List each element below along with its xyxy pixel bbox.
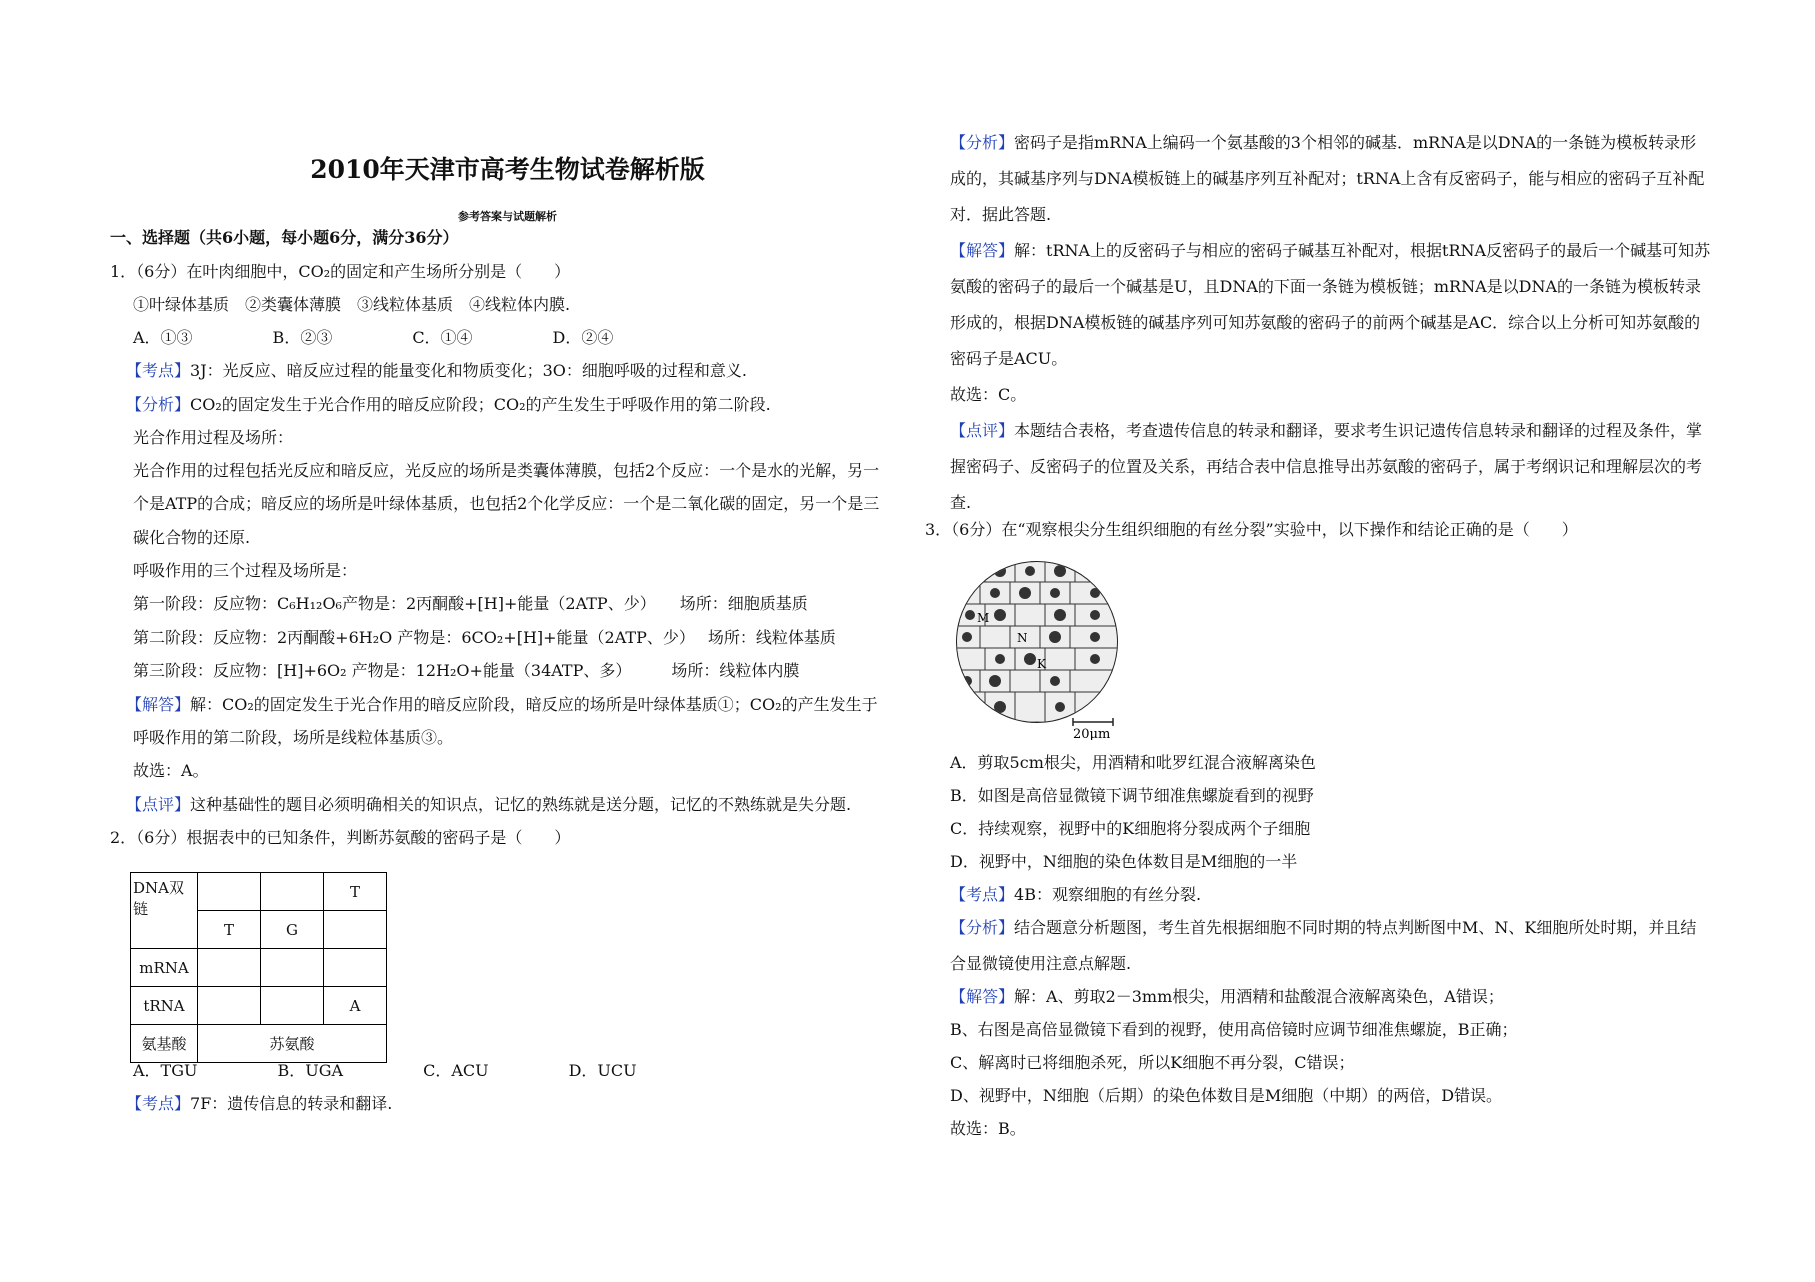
line-text: 3J：光反应、暗反应过程的能量变化和物质变化；3O：细胞呼吸的过程和意义. <box>190 361 747 380</box>
table-cell <box>324 949 387 987</box>
text-line <box>925 520 1578 540</box>
text-line <box>950 277 1701 297</box>
line-text: B、右图是高倍显微镜下看到的视野，使用高倍镜时应调节细准焦螺旋，B正确； <box>950 1020 1518 1039</box>
text-line <box>950 457 1702 477</box>
line-text: CO₂的固定发生于光合作用的暗反应阶段；CO₂的产生发生于呼吸作用的第二阶段. <box>190 395 771 414</box>
line-text: B．如图是高倍显微镜下调节细准焦螺旋看到的视野 <box>950 786 1314 805</box>
dna-table <box>130 872 387 1063</box>
table-cell: A <box>324 987 387 1025</box>
section-tag: 【点评】 <box>950 421 1015 440</box>
scale-bar-label: 20μm <box>1073 727 1111 740</box>
section-tag: 【考点】 <box>950 885 1015 904</box>
line-text: A．TGU B．UGA C．ACU D．UCU <box>133 1061 637 1080</box>
label-k: K <box>1037 657 1046 671</box>
text-line <box>133 528 250 548</box>
line-text: ①叶绿体基质 ②类囊体薄膜 ③线粒体基质 ④线粒体内膜. <box>133 295 571 314</box>
line-text: 成的，其碱基序列与DNA模板链上的碱基序列互补配对；tRNA上含有反密码子，能与相应的密码子互补配 <box>950 169 1705 188</box>
table-cell: 苏氨酸 <box>198 1025 387 1063</box>
line-text: C．持续观察，视野中的K细胞将分裂成两个子细胞 <box>950 819 1311 838</box>
table-cell <box>261 873 324 911</box>
line-text: 光合作用的过程包括光反应和暗反应，光反应的场所是类囊体薄膜，包括2个反应：一个是水的光解，另一 <box>133 461 880 480</box>
line-text: 第一阶段：反应物：C₆H₁₂O₆产物是：2丙酮酸+[H]+能量（2ATP、少） 场所：细胞质基质 <box>133 594 808 613</box>
table-cell: T <box>324 873 387 911</box>
text-line <box>950 1086 1502 1106</box>
line-text: 7F：遗传信息的转录和翻译. <box>190 1094 393 1113</box>
line-text: 密码子是ACU。 <box>950 349 1068 368</box>
line-text: 个是ATP的合成；暗反应的场所是叶绿体基质，也包括2个化学反应：一个是二氧化碳的固定，另一个是三 <box>133 494 880 513</box>
line-text: 呼吸作用的第二阶段，场所是线粒体基质③。 <box>133 728 454 747</box>
text-line <box>950 241 1710 261</box>
line-text: D．视野中，N细胞的染色体数目是M细胞的一半 <box>950 852 1298 871</box>
line-text: 对．据此答题. <box>950 205 1052 224</box>
text-line <box>950 753 1316 773</box>
text-line <box>126 695 878 715</box>
text-line <box>126 1094 392 1114</box>
microscope-figure <box>955 560 1120 740</box>
section-tag: 【考点】 <box>126 361 191 380</box>
line-text: 呼吸作用的三个过程及场所是： <box>133 561 358 580</box>
section-tag: 【分析】 <box>950 133 1015 152</box>
line-text: 3．（6分）在“观察根尖分生组织细胞的有丝分裂”实验中，以下操作和结论正确的是（ ） <box>925 520 1578 539</box>
text-line <box>133 628 836 648</box>
text-line <box>950 852 1297 872</box>
text-line <box>110 828 570 848</box>
section-tag: 【解答】 <box>950 241 1015 260</box>
text-line <box>950 1119 1026 1139</box>
section-tag: 【考点】 <box>126 1094 191 1113</box>
line-text: A．①③ B．②③ C．①④ D．②④ <box>133 328 614 347</box>
line-text: 密码子是指mRNA上编码一个氨基酸的3个相邻的碱基．mRNA是以DNA的一条链为模板转录形 <box>1014 133 1697 152</box>
text-line <box>950 493 971 513</box>
text-line <box>950 786 1314 806</box>
line-text: 2．（6分）根据表中的已知条件，判断苏氨酸的密码子是（ ） <box>110 828 571 847</box>
table-cell: T <box>198 911 261 949</box>
line-text: 故选：C。 <box>950 385 1027 404</box>
table-cell <box>261 987 324 1025</box>
table-cell <box>198 987 261 1025</box>
text-line <box>950 169 1704 189</box>
line-text: 故选：A。 <box>133 761 209 780</box>
line-text: 这种基础性的题目必须明确相关的知识点，记忆的熟练就是送分题，记忆的不熟练就是失分题. <box>190 795 852 814</box>
line-text: 形成的，根据DNA模板链的碱基序列可知苏氨酸的密码子的前两个碱基是AC．综合以上分析可知苏氨酸的 <box>950 313 1701 332</box>
section-tag: 【点评】 <box>126 795 191 814</box>
line-text: 握密码子、反密码子的位置及关系，再结合表中信息推导出苏氨酸的密码子，属于考纲识记和理解层次的考 <box>950 457 1703 476</box>
line-text: C、解离时已将细胞杀死，所以K细胞不再分裂，C错误； <box>950 1053 1355 1072</box>
text-line <box>950 954 1131 974</box>
text-line <box>950 885 1201 905</box>
line-text: 一、选择题（共6小题，每小题6分，满分36分） <box>110 228 459 247</box>
text-line <box>950 421 1702 441</box>
table-cell: tRNA <box>131 987 198 1025</box>
line-text: 碳化合物的还原. <box>133 528 251 547</box>
line-text: 解：A、剪取2－3mm根尖，用酒精和盐酸混合液解离染色，A错误； <box>1014 987 1504 1006</box>
line-text: A．剪取5cm根尖，用酒精和吡罗红混合液解离染色 <box>950 753 1316 772</box>
label-m: M <box>977 611 990 625</box>
text-line <box>950 1020 1518 1040</box>
text-line <box>950 313 1700 333</box>
line-text: 结合题意分析题图，考生首先根据细胞不同时期的特点判断图中M、N、K细胞所处时期，并且结 <box>1014 918 1697 937</box>
line-text: 解：CO₂的固定发生于光合作用的暗反应阶段，暗反应的场所是叶绿体基质①；CO₂的产生发生于 <box>190 695 878 714</box>
text-line <box>133 661 799 681</box>
text-line <box>133 461 879 481</box>
table-cell: 氨基酸 <box>131 1025 198 1063</box>
page-title: 2010年天津市高考生物试卷解析版 <box>310 155 705 184</box>
text-line <box>950 133 1696 153</box>
text-line <box>133 594 808 614</box>
text-line <box>133 295 570 315</box>
line-text: 第三阶段：反应物：[H]+6O₂ 产物是：12H₂O+能量（34ATP、多） 场所：线粒体内膜 <box>133 661 800 680</box>
line-text: 故选：B。 <box>950 1119 1026 1138</box>
text-line <box>950 987 1504 1007</box>
text-line <box>950 1053 1354 1073</box>
text-line <box>126 395 771 415</box>
text-line <box>133 561 357 581</box>
text-line <box>126 795 851 815</box>
text-line <box>133 1061 637 1081</box>
line-text: 本题结合表格，考查遗传信息的转录和翻译，要求考生识记遗传信息转录和翻译的过程及条件，掌 <box>1014 421 1703 440</box>
line-text: 光合作用过程及场所： <box>133 428 294 447</box>
text-line <box>126 361 747 381</box>
text-line <box>133 761 209 781</box>
line-text: 氨酸的密码子的最后一个碱基是U，且DNA的下面一条链为模板链；mRNA是以DNA的一条链为模板转录 <box>950 277 1702 296</box>
text-line <box>950 205 1051 225</box>
text-line <box>950 918 1696 938</box>
page-subtitle: 参考答案与试题解析 <box>458 210 557 223</box>
table-cell <box>261 949 324 987</box>
text-line <box>950 819 1310 839</box>
line-text: 合显微镜使用注意点解题. <box>950 954 1132 973</box>
text-line <box>950 349 1067 369</box>
line-text: 1．（6分）在叶肉细胞中，CO₂的固定和产生场所分别是（ ） <box>110 262 571 281</box>
section-tag: 【分析】 <box>950 918 1015 937</box>
text-line <box>950 385 1026 405</box>
table-cell <box>324 911 387 949</box>
text-line <box>133 728 453 748</box>
section-tag: 【分析】 <box>126 395 191 414</box>
text-line <box>133 494 879 514</box>
text-line <box>133 328 613 348</box>
table-cell <box>198 949 261 987</box>
text-line <box>133 428 293 448</box>
line-text: 查. <box>950 493 972 512</box>
line-text: 第二阶段：反应物：2丙酮酸+6H₂O 产物是：6CO₂+[H]+能量（2ATP、少） 场所：线粒体基质 <box>133 628 836 647</box>
line-text: D、视野中，N细胞（后期）的染色体数目是M细胞（中期）的两倍，D错误。 <box>950 1086 1503 1105</box>
line-text: 解：tRNA上的反密码子与相应的密码子碱基互补配对，根据tRNA反密码子的最后一个碱基可知苏 <box>1014 241 1711 260</box>
label-n: N <box>1017 631 1028 645</box>
text-line <box>110 228 459 248</box>
table-cell: mRNA <box>131 949 198 987</box>
section-tag: 【解答】 <box>950 987 1015 1006</box>
section-tag: 【解答】 <box>126 695 191 714</box>
table-cell: DNA双链 <box>131 873 198 949</box>
table-cell: G <box>261 911 324 949</box>
line-text: 4B：观察细胞的有丝分裂. <box>1014 885 1202 904</box>
text-line <box>110 262 570 282</box>
table-cell <box>198 873 261 911</box>
